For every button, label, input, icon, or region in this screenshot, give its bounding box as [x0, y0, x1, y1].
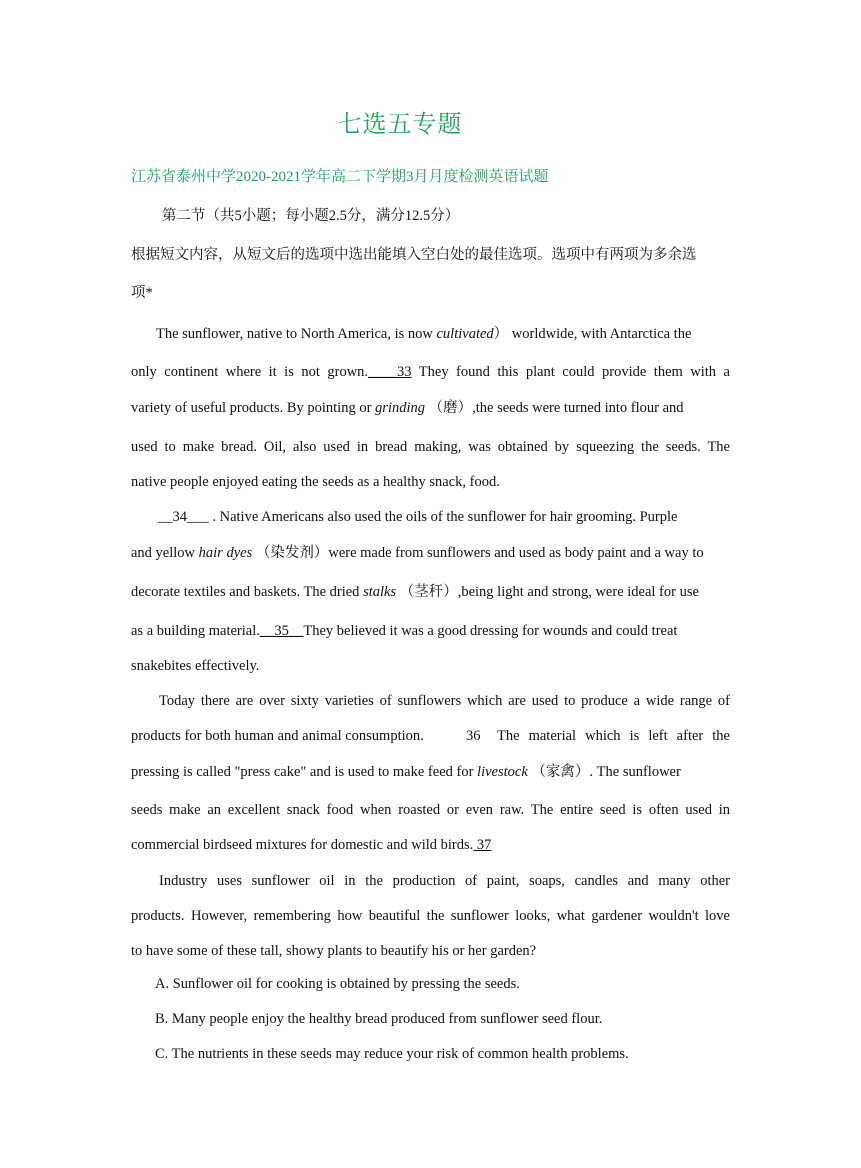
blank-34: __34___	[158, 509, 209, 525]
p1-line-2: only continent where it is not grown.____33 They found this plant could provide them with a	[131, 364, 730, 380]
p2-line-5: snakebites effectively.	[131, 658, 260, 674]
p4-line-1: Industry uses sunflower oil in the production of paint, soaps, candles and many other	[159, 873, 730, 889]
page-title: 七选五专题	[337, 112, 463, 138]
p1-line-5: native people enjoyed eating the seeds as a healthy snack, food.	[131, 474, 500, 490]
p2-line-3: decorate textiles and baskets. The dried stalks （茎秆）,being light and strong, were ideal for use	[131, 584, 699, 600]
p4-line-2: products. However, remembering how beautiful the sunflower looks, what gardener wouldn't love	[131, 908, 730, 924]
term-cultivated: cultivated	[436, 326, 494, 342]
p2-line-4: as a building material.__35__They believed it was a good dressing for wounds and could treat	[131, 623, 678, 639]
blank-35: __35__	[259, 623, 304, 639]
p3-line-3: pressing is called "press cake" and is used to make feed for livestock （家禽）. The sunflower	[131, 764, 681, 780]
section-header: 第二节（共5小题；每小题2.5分，满分12.5分）	[162, 208, 460, 224]
term-grinding: grinding	[375, 400, 425, 416]
p1-line-3: variety of useful products. By pointing or grinding （磨）,the seeds were turned into flour and	[131, 400, 684, 416]
p3-line-4: seeds make an excellent snack food when roasted or even raw. The entire seed is often used in	[131, 802, 730, 818]
p1-line-1: The sunflower, native to North America, is now cultivated） worldwide, with Antarctica the	[156, 326, 692, 342]
p3-line-1: Today there are over sixty varieties of sunflowers which are used to produce a wide range of	[159, 693, 730, 709]
option-a: A. Sunflower oil for cooking is obtained by pressing the seeds.	[155, 976, 520, 992]
blank-36: 36	[466, 728, 481, 744]
p2-line-2: and yellow hair dyes （染发剂）were made from sunflowers and used as body paint and a way to	[131, 545, 704, 561]
term-livestock: livestock	[477, 764, 528, 780]
blank-37: 37	[473, 837, 492, 853]
instruction-line-1: 根据短文内容，从短文后的选项中选出能填入空白处的最佳选项。选项中有两项为多余选	[131, 247, 697, 263]
source-line: 江苏省泰州中学2020-2021学年高二下学期3月月度检测英语试题	[131, 169, 549, 185]
p2-line-1: __34___ . Native Americans also used the oils of the sunflower for hair grooming. Purple	[158, 509, 678, 525]
term-hair-dyes: hair dyes	[198, 545, 253, 561]
blank-33: ____33	[368, 364, 412, 380]
instruction-line-2: 项*	[131, 285, 153, 301]
option-c: C. The nutrients in these seeds may reduce your risk of common health problems.	[155, 1046, 629, 1062]
p3-line-2: products for both human and animal consumption. 36 The material which is left after the	[131, 728, 730, 744]
p1-line-4: used to make bread. Oil, also used in bread making, was obtained by squeezing the seeds. The	[131, 439, 730, 455]
p4-line-3: to have some of these tall, showy plants to beautify his or her garden?	[131, 943, 537, 959]
term-stalks: stalks	[363, 584, 397, 600]
p3-line-5: commercial birdseed mixtures for domestic and wild birds. 37	[131, 837, 492, 853]
option-b: B. Many people enjoy the healthy bread produced from sunflower seed flour.	[155, 1011, 603, 1027]
